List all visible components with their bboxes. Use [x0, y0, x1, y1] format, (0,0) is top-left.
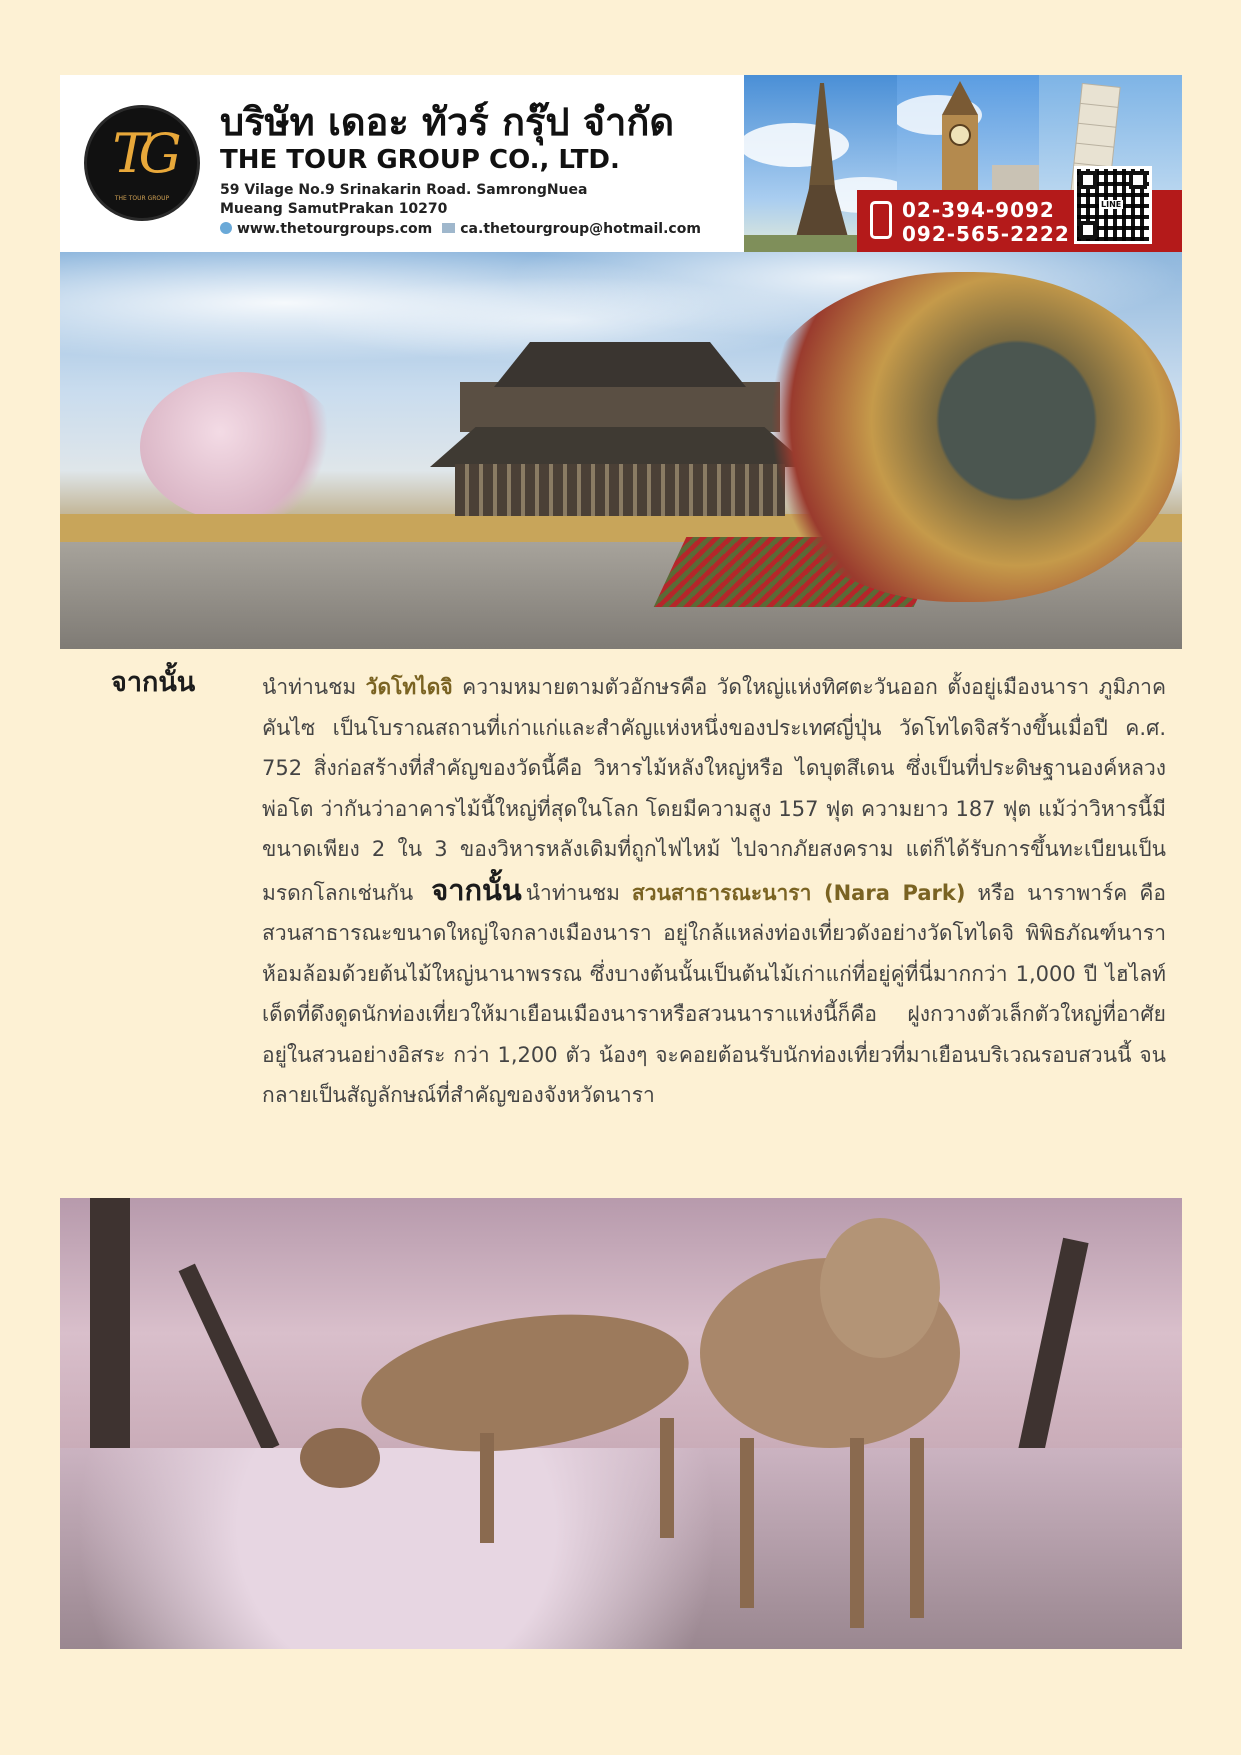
itinerary-description [262, 667, 1166, 1116]
grazing-deer-head [300, 1428, 380, 1488]
standing-deer-head [820, 1218, 940, 1358]
intro-text-2: นำท่านชม [525, 880, 632, 905]
todaiji-temple-photo [60, 252, 1182, 649]
contact-line [220, 221, 701, 237]
company-name-thai: บริษัท เดอะ ทัวร์ กรุ๊ป จำกัด [220, 100, 675, 144]
company-header [60, 75, 1182, 252]
address-line-2: Mueang SamutPrakan 10270 [220, 201, 448, 217]
todaiji-description: ความหมายตามตัวอักษรคือ วัดใหญ่แห่งทิศตะวันออก ตั้งอยู่เมืองนารา ภูมิภาคคันไซ เป็นโบราณสถานที่เก่าแก่และสำคัญแห่งหนึ่งของประเทศญี่ปุ่น วัดโทไดจิสร้างขึ้นเมื่อปี ค.ศ. 752 สิ่งก่อสร้างที่สำคัญของวัดนี้คือ วิหารไม้หลังใหญ่หรือ ไดบุตสึเดน ซึ่งเป็นที่ประดิษฐานองค์หลวงพ่อโต ว่ากันว่าอาคารไม้นี้ใหญ่ที่สุดในโลก โดยมีความสูง 157 ฟุต ความยาว 187 ฟุต แม้ว่าวิหารนี้มีขนาดเพียง 2 ใน 3 ของวิหารหลังเดิมที่ถูกไฟไหม้ ไปจากภัยสงคราม แต่ก็ได้รับการขึ้นทะเบียนเป็นมรดกโลกเช่นกัน [262, 675, 1166, 905]
qr-finder-top-right [1129, 171, 1147, 189]
cherry-blossom-tree [140, 372, 340, 522]
tree-trunk [1017, 1238, 1088, 1459]
address-line-1: 59 Vilage No.9 Srinakarin Road. SamrongNuea [220, 182, 588, 198]
landmarks-banner [744, 75, 1182, 252]
logo-monogram: TG [112, 122, 172, 185]
deer-leg [660, 1418, 674, 1538]
temple-upper-wall [460, 382, 780, 432]
inline-label-then: จากนั้น [431, 872, 522, 907]
itinerary-label-then: จากนั้น [111, 667, 196, 698]
company-info-panel [60, 75, 744, 252]
deer-leg [910, 1438, 924, 1618]
qr-finder-bottom-left [1079, 221, 1097, 239]
tree-trunk [90, 1198, 130, 1458]
phone-number-1[interactable]: 02-394-9092 [902, 198, 1055, 222]
website-link[interactable]: www.thetourgroups.com [237, 221, 433, 237]
great-buddha-inset [750, 272, 1180, 602]
qr-finder-top-left [1079, 171, 1097, 189]
globe-icon [220, 222, 232, 234]
nara-deer-photo [60, 1198, 1182, 1649]
temple-facade [455, 464, 785, 516]
company-logo [84, 105, 200, 221]
line-qr-code[interactable] [1074, 166, 1152, 244]
deer-leg [850, 1438, 864, 1628]
todaiji-highlight: วัดโทไดจิ [365, 675, 453, 699]
mobile-phone-icon [870, 201, 892, 239]
qr-line-label: LINE [1101, 200, 1122, 209]
email-icon [442, 223, 455, 233]
phone-number-2[interactable]: 092-565-2222 [902, 222, 1070, 246]
company-name-english: THE TOUR GROUP CO., LTD. [220, 145, 620, 175]
logo-caption: THE TOUR GROUP [114, 195, 170, 202]
nara-park-description: หรือ นาราพาร์ค คือสวนสาธารณะขนาดใหญ่ใจกลางเมืองนารา อยู่ใกล้แหล่งท่องเที่ยวดังอย่างวัดโทไดจิ พิพิธภัณฑ์นารา ห้อมล้อมด้วยต้นไม้ใหญ่นานาพรรณ ซึ่งบางต้นนั้นเป็นต้นไม้เก่าแก่ที่อยู่คู่ที่นี่มากกว่า 1,000 ปี ไฮไลท์เด็ดที่ดึงดูดนักท่องเที่ยวให้มาเยือนเมืองนาราหรือสวนนาราแห่งนี้ก็คือ ฝูงกวางตัวเล็กตัวใหญ่ที่อาศัยอยู่ในสวนอย่างอิสระ กว่า 1,200 ตัว น้องๆ จะคอยต้อนรับนักท่องเที่ยวที่มาเยือนบริเวณรอบสวนนี้ จนกลายเป็นสัญลักษณ์ที่สำคัญของจังหวัดนารา [262, 880, 1166, 1107]
grazing-deer-body [353, 1296, 698, 1471]
intro-text-1: นำท่านชม [262, 675, 366, 699]
nara-park-highlight: สวนสาธารณะนารา (Nara Park) [631, 880, 966, 905]
email-link[interactable]: ca.thetourgroup@hotmail.com [460, 221, 701, 237]
deer-leg [740, 1438, 754, 1608]
tree-trunk [179, 1264, 280, 1453]
company-address [220, 181, 587, 219]
blossom-covered-ground [60, 1448, 1182, 1649]
deer-leg [480, 1433, 494, 1543]
